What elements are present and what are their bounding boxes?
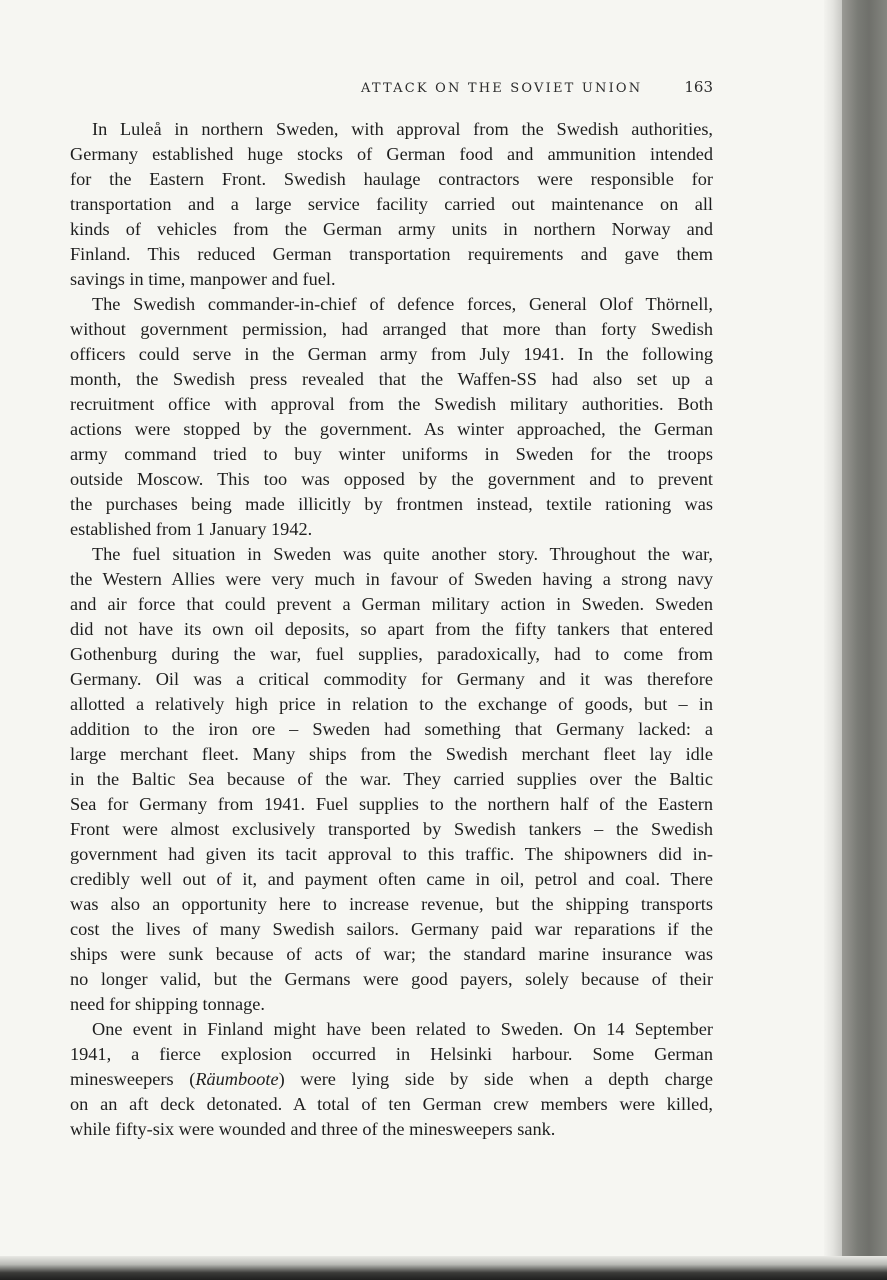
text-line: month, the Swedish press revealed that the Waffen-SS had also set up a xyxy=(70,369,713,389)
text-line: did not have its own oil deposits, so apart from the fifty tankers that entered xyxy=(70,619,713,639)
page-number: 163 xyxy=(684,78,713,96)
text-line: officers could serve in the German army from July 1941. In the following xyxy=(70,344,713,364)
text-line: on an aft deck detonated. A total of ten German crew members were killed, xyxy=(70,1094,713,1114)
text-line: The fuel situation in Sweden was quite another story. Throughout the war, xyxy=(92,544,713,564)
text-line: was also an opportunity here to increase revenue, but the shipping transports xyxy=(70,894,713,914)
text-line: transportation and a large service facility carried out maintenance on all xyxy=(70,194,713,214)
text-line: savings in time, manpower and fuel. xyxy=(70,269,336,289)
paragraph-4 xyxy=(70,1017,713,1142)
text-line: large merchant fleet. Many ships from the Swedish merchant fleet lay idle xyxy=(70,744,713,764)
bottom-shadow xyxy=(0,1256,887,1280)
text-line: actions were stopped by the government. As winter approached, the German xyxy=(70,419,713,439)
text-line: Front were almost exclusively transported by Swedish tankers – the Swedish xyxy=(70,819,713,839)
text-line: kinds of vehicles from the German army units in northern Norway and xyxy=(70,219,713,239)
text-line: army command tried to buy winter uniforms in Sweden for the troops xyxy=(70,444,713,464)
text-line: cost the lives of many Swedish sailors. Germany paid war reparations if the xyxy=(70,919,713,939)
paragraph-1 xyxy=(70,117,713,292)
paragraph-2 xyxy=(70,292,713,542)
text-line: no longer valid, but the Germans were good payers, solely because of their xyxy=(70,969,713,989)
text-line: and air force that could prevent a German military action in Sweden. Sweden xyxy=(70,594,713,614)
text-line: Finland. This reduced German transportation requirements and gave them xyxy=(70,244,713,264)
text-line: The Swedish commander-in-chief of defence forces, General Olof Thörnell, xyxy=(92,294,713,314)
text-line: government had given its tacit approval to this traffic. The shipowners did in- xyxy=(70,844,713,864)
text-line: addition to the iron ore – Sweden had something that Germany lacked: a xyxy=(70,719,713,739)
text-line: need for shipping tonnage. xyxy=(70,994,265,1014)
text-line: 1941, a fierce explosion occurred in Helsinki harbour. Some German xyxy=(70,1044,713,1064)
paragraph-3 xyxy=(70,542,713,1017)
text-line: for the Eastern Front. Swedish haulage contractors were responsible for xyxy=(70,169,713,189)
text-line: credibly well out of it, and payment often came in oil, petrol and coal. There xyxy=(70,869,713,889)
foreign-term: Räumboote xyxy=(195,1069,279,1089)
text-line: while fifty-six were wounded and three of the minesweepers sank. xyxy=(70,1119,556,1139)
text-line: allotted a relatively high price in relation to the exchange of goods, but – in xyxy=(70,694,713,714)
text-line: Gothenburg during the war, fuel supplies, paradoxically, had to come from xyxy=(70,644,713,664)
running-head xyxy=(70,78,713,96)
text-line: outside Moscow. This too was opposed by the government and to prevent xyxy=(70,469,713,489)
text-line: In Luleå in northern Sweden, with approval from the Swedish authorities, xyxy=(92,119,713,139)
text-line: in the Baltic Sea because of the war. They carried supplies over the Baltic xyxy=(70,769,713,789)
text-line: Germany established huge stocks of German food and ammunition intended xyxy=(70,144,713,164)
text-line: the purchases being made illicitly by frontmen instead, textile rationing was xyxy=(70,494,713,514)
binding-shadow xyxy=(842,0,887,1280)
text-line: minesweepers (Räumboote) were lying side by side when a depth charge xyxy=(70,1069,713,1089)
text-line: recruitment office with approval from the Swedish military authorities. Both xyxy=(70,394,713,414)
text-line: established from 1 January 1942. xyxy=(70,519,313,539)
text-line: ships were sunk because of acts of war; the standard marine insurance was xyxy=(70,944,713,964)
text-line: Germany. Oil was a critical commodity for Germany and it was therefore xyxy=(70,669,713,689)
text-line: the Western Allies were very much in favour of Sweden having a strong navy xyxy=(70,569,713,589)
running-title: ATTACK ON THE SOVIET UNION xyxy=(360,81,643,96)
text-line: without government permission, had arranged that more than forty Swedish xyxy=(70,319,713,339)
text-line: One event in Finland might have been related to Sweden. On 14 September xyxy=(92,1019,713,1039)
body-text xyxy=(70,117,713,1142)
text-line: Sea for Germany from 1941. Fuel supplies to the northern half of the Eastern xyxy=(70,794,713,814)
